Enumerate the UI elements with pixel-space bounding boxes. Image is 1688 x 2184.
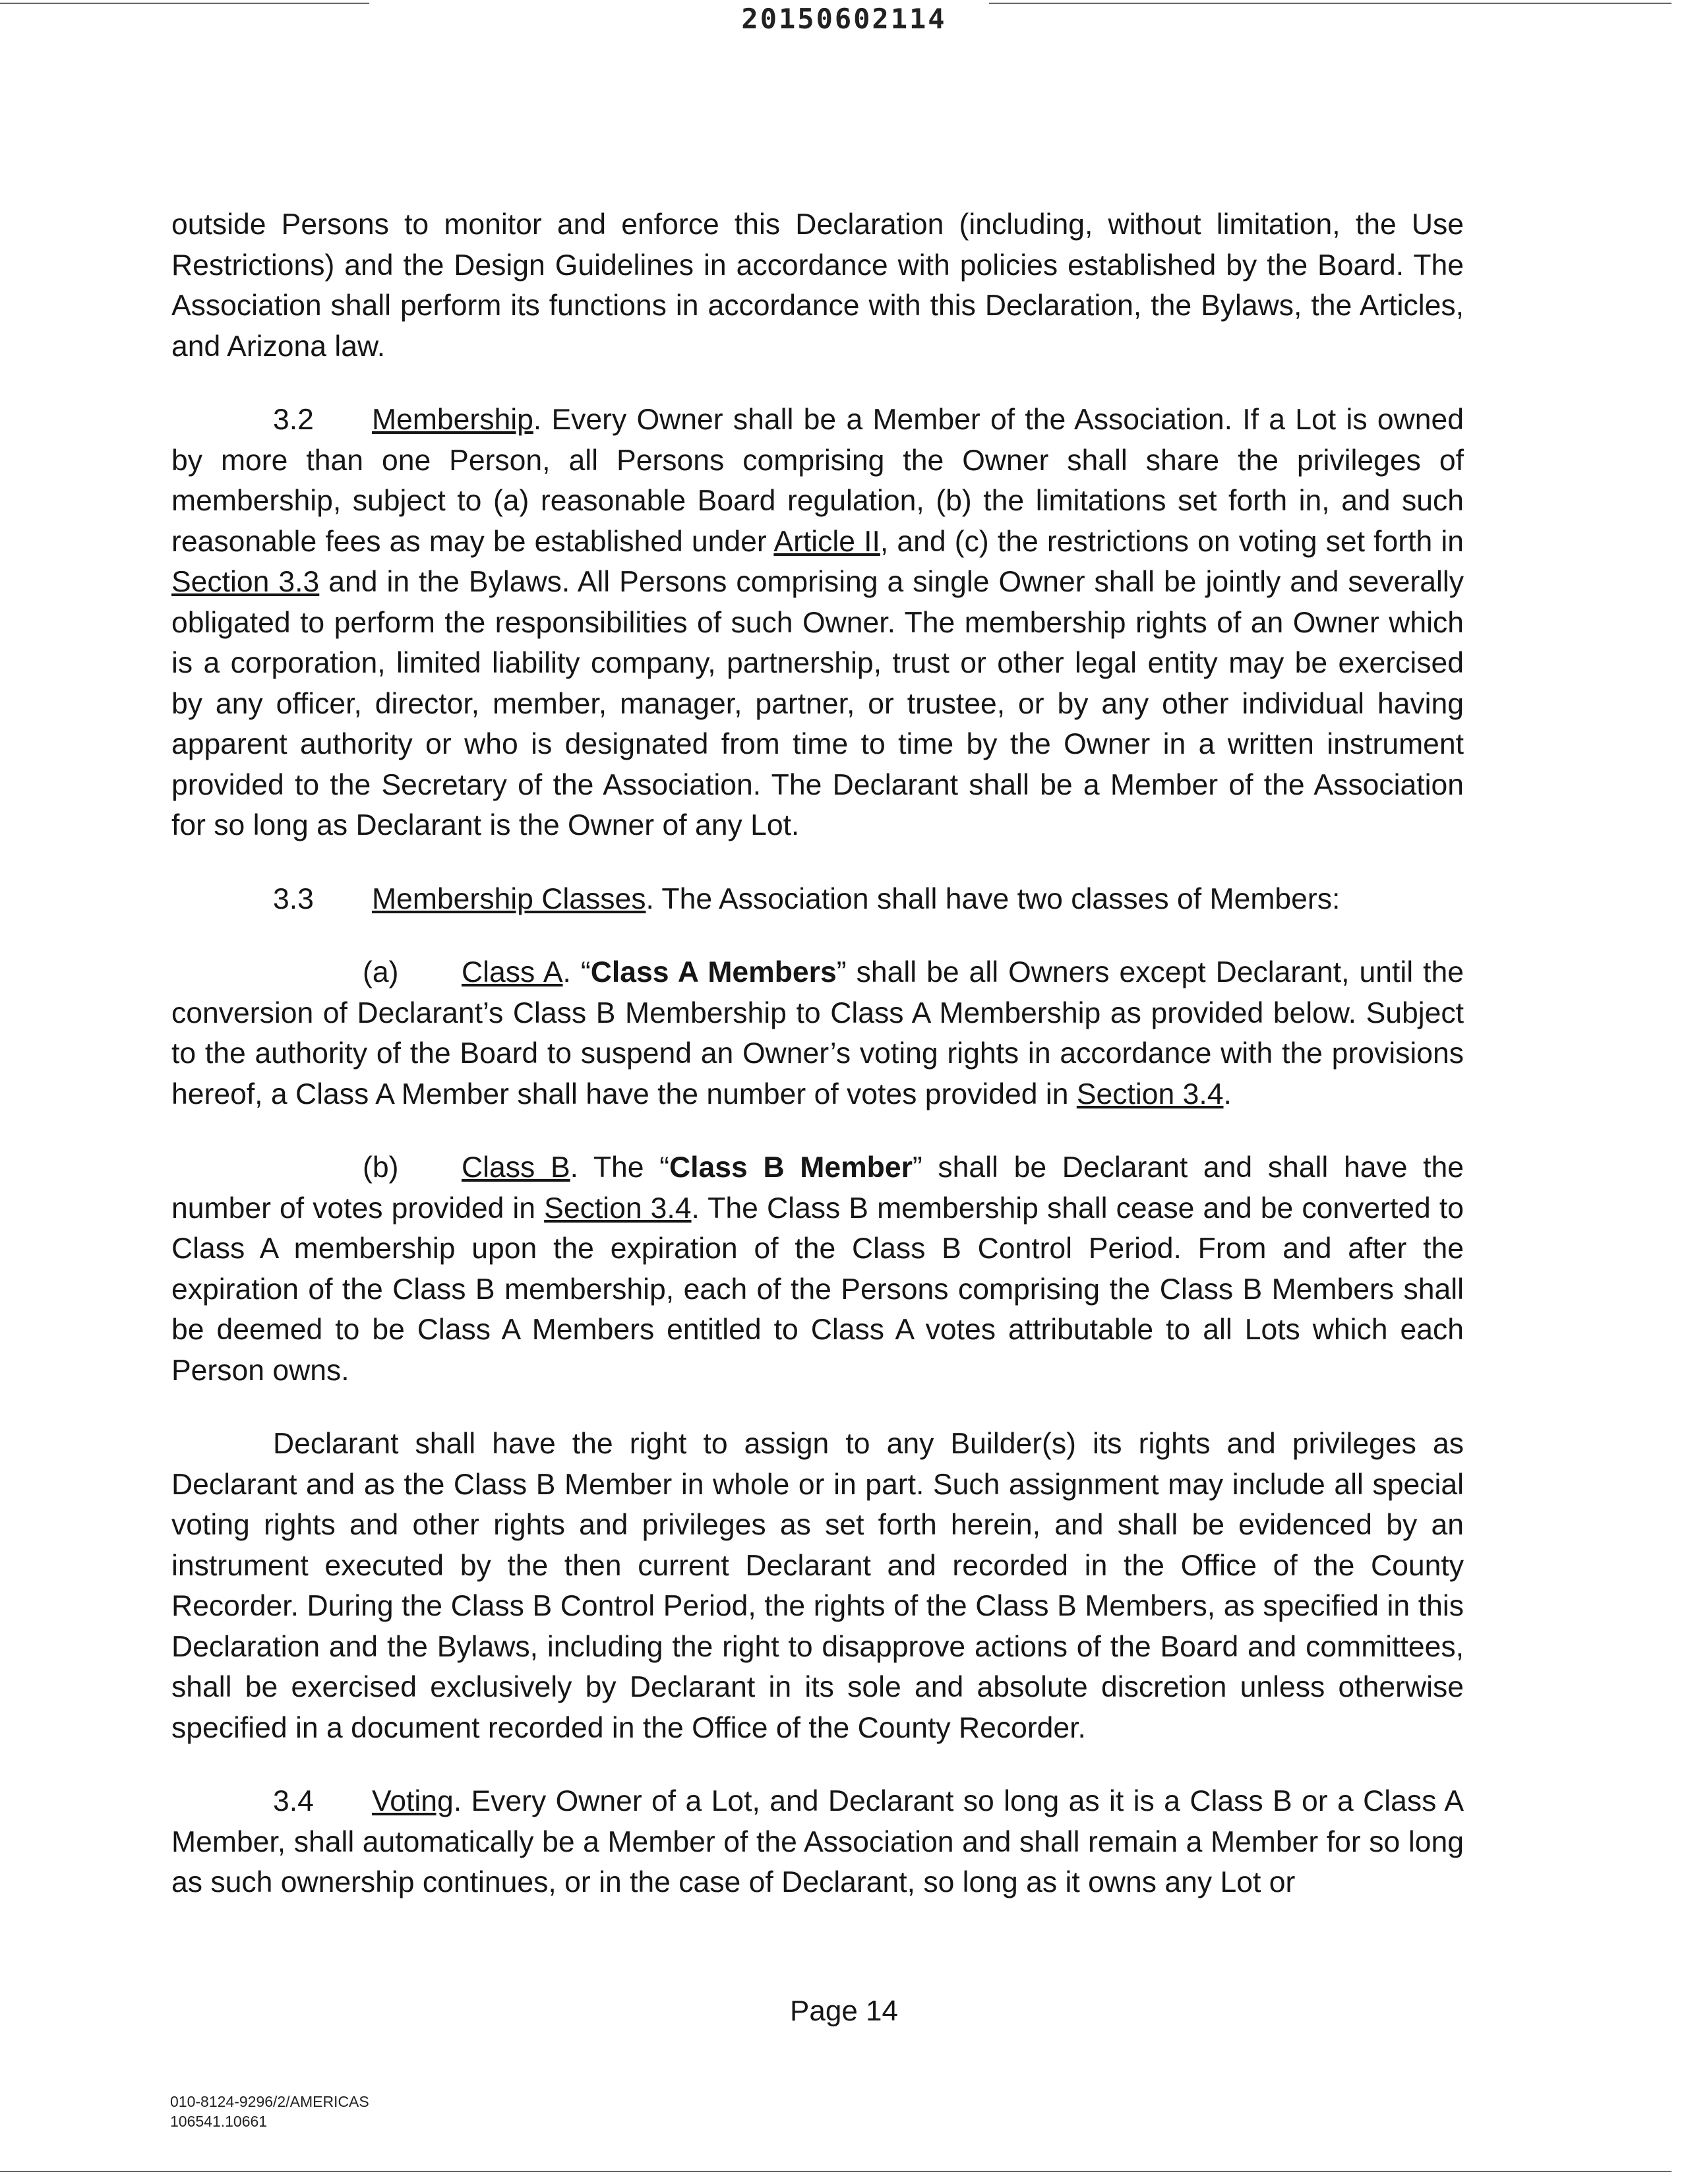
subsection-text: . The “ — [570, 1151, 670, 1184]
section-text: . Every Owner of a Lot, and Declarant so long as it is a Class B or a Class A Member, shall automatically be a Member of the Association and shall remain a Member for so long as such ownership continues, or in the case of Declarant, so long as it owns any Lot or — [171, 1785, 1464, 1898]
subsection-label: (b) — [363, 1151, 399, 1184]
cross-reference: Section 3.4 — [1076, 1077, 1224, 1110]
cross-reference: Section 3.4 — [544, 1192, 692, 1225]
cross-reference: Section 3.3 — [171, 566, 320, 598]
section-heading: Voting — [372, 1785, 454, 1817]
subsection-3-3-b — [171, 1147, 1464, 1391]
subsection-heading: Class A — [462, 956, 563, 988]
paragraph-assignment: Declarant shall have the right to assign to any Builder(s) its rights and privileges as Declarant and as the Class B Member in whole or in part. Such assignment may include all special voting rights and other rights and privileges as set forth herein, and shall be evidenced by an instrument executed by the then current Declarant and recorded in the Office of the County Recorder. During the Class B Control Period, the rights of the Class B Members, as specified in this Declaration and the Bylaws, including the right to disapprove actions of the Board and committees, shall be exercised exclusively by Declarant in its sole and absolute discretion unless otherwise specified in a document recorded in the Office of the County Recorder. — [171, 1428, 1464, 1744]
section-heading: Membership Classes — [372, 882, 646, 915]
subsection-text: . — [1223, 1077, 1232, 1110]
subsection-label: (a) — [363, 956, 399, 988]
recording-number: 20150602114 — [741, 3, 947, 35]
section-text: . The Association shall have two classes of Members: — [646, 882, 1341, 915]
section-text: . Every Owner shall be a Member of the Association. If a Lot is owned by more than one Person, all Persons comprising the Owner shall share the privileges of membership, subject to (a) reasonable Board regulation, (b) the limitations set forth in, and such reasonable fees as may be established under — [171, 404, 1464, 558]
paragraph-continuation: outside Persons to monitor and enforce this Declaration (including, without limitation, the Use Restrictions) and the Design Guidelines in accordance with policies established by the Board. The Association shall perform its functions in accordance with this Declaration, the Bylaws, the Articles, and Arizona law. — [171, 208, 1464, 363]
subsection-text: . The Class B membership shall cease and be converted to Class A membership upon the expiration of the Class B Control Period. From and after the expiration of the Class B membership, each of the Persons comprising the Class B Members shall be deemed to be Class A Members entitled to Class A votes attributable to all Lots which each Person owns. — [171, 1192, 1464, 1387]
subsection-3-3-a — [171, 952, 1464, 1114]
defined-term: Class B Member — [669, 1151, 913, 1184]
section-text: and in the Bylaws. All Persons comprising a single Owner shall be jointly and severally obligated to perform the responsibilities of such Owner. The membership rights of an Owner which is a corporation, limited liability company, partnership, trust or other legal entity may be exercised by any officer, director, member, manager, partner, or trustee, or by any other individual having apparent authority or who is designated from time to time by the Owner in a written instrument provided to the Secretary of the Association. The Declarant shall be a Member of the Association for so long as Declarant is the Owner of any Lot. — [171, 566, 1464, 841]
bottom-rule — [0, 2171, 1672, 2172]
section-3-2 — [171, 400, 1464, 846]
defined-term: Class A Members — [590, 956, 837, 988]
document-id-line: 106541.10661 — [170, 2113, 268, 2130]
subsection-heading: Class B — [462, 1151, 570, 1184]
cross-reference: Article II — [773, 525, 880, 558]
section-3-3 — [171, 879, 1464, 920]
document-id — [170, 2092, 369, 2131]
subsection-text: ” shall be all Owners except Declarant, until the conversion of Declarant’s Class B Membership to Class A Membership as provided below. Subject to the authority of the Board to suspend an Owner’s voting rights in accordance with the provisions hereof, a Class A Member shall have the number of votes provided in — [171, 956, 1464, 1110]
section-heading: Membership — [372, 404, 533, 436]
section-3-4 — [171, 1781, 1464, 1903]
subsection-text: . “ — [562, 956, 591, 988]
section-number: 3.2 — [273, 404, 314, 436]
section-text: , and (c) the restrictions on voting set forth in — [880, 525, 1464, 558]
document-body — [171, 204, 1464, 1936]
subsection-text: ” shall be Declarant and shall have the number of votes provided in — [171, 1151, 1464, 1225]
section-number: 3.4 — [273, 1785, 314, 1817]
page-number: Page 14 — [790, 1995, 898, 2027]
section-number: 3.3 — [273, 882, 314, 915]
document-id-line: 010-8124-9296/2/AMERICAS — [170, 2093, 369, 2110]
